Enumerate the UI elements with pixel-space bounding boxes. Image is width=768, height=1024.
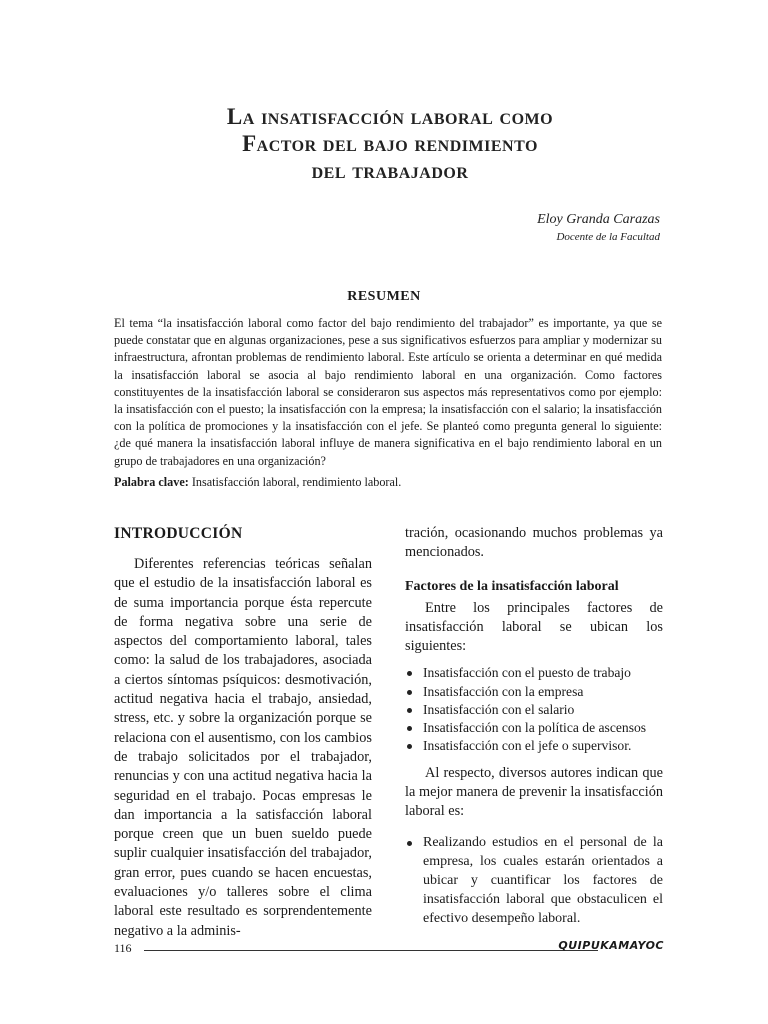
factors-heading: Factores de la insatisfacción laboral xyxy=(405,578,619,594)
intro-heading: INTRODUCCIÓN xyxy=(114,525,243,542)
list-item: Insatisfacción con el puesto de trabajo xyxy=(405,664,663,682)
bullet-icon xyxy=(407,841,412,846)
keywords-label: Palabra clave: xyxy=(114,474,189,489)
list-item: Insatisfacción con el jefe o supervisor. xyxy=(405,737,663,755)
keywords xyxy=(114,474,662,491)
article-title xyxy=(120,103,660,184)
title-line-2: Factor del bajo rendimiento xyxy=(242,131,538,156)
prevention-list xyxy=(405,833,663,928)
continuation-paragraph: tración, ocasionando muchos problemas ya mencionados. xyxy=(405,525,663,561)
factors-list xyxy=(405,664,663,755)
bullet-icon xyxy=(407,671,412,676)
journal-brand: QUIPUKAMAYOC xyxy=(558,939,664,952)
left-column xyxy=(114,520,372,941)
abstract-text: El tema “la insatisfacción laboral como factor del bajo rendimiento del trabajador” es importante, ya que se puede constatar que en algunas organizaciones, pese a sus significativos esfuerzos para ampliar y modernizar su infraestructura, afrontan problemas de rendimiento laboral. Este artículo se orienta a determinar en qué medida la insatisfacción laboral se asocia al bajo rendimiento laboral en una organización. Como factores constituyentes de la insatisfacción laboral se consideraron sus aspectos más representativos como por ejemplo: la insatisfacción con el puesto; la insatisfacción con la empresa; la insatisfacción con el salario; la insatisfacción con la política de promociones y la insatisfacción con el jefe. Se planteó como pregunta general lo siguiente: ¿de qué manera la insatisfacción laboral influye de manera significativa en el bajo rendimiento laboral en un grupo de trabajadores en una organización? xyxy=(114,316,662,468)
abstract-heading: RESUMEN xyxy=(347,289,421,304)
list-item: Insatisfacción con la política de ascensos xyxy=(405,719,663,737)
bullet-icon xyxy=(407,690,412,695)
factors-intro: Entre los principales factores de insatisfacción laboral se ubican los siguientes: xyxy=(405,599,663,655)
abstract xyxy=(114,315,662,491)
author-block xyxy=(537,212,660,243)
keywords-value: Insatisfacción laboral, rendimiento laboral. xyxy=(191,474,402,489)
bullet-icon xyxy=(407,708,412,713)
title-line-1: La insatisfacción laboral como xyxy=(226,104,554,129)
author-name: Eloy Granda Carazas xyxy=(537,212,660,227)
list-item: Insatisfacción con el salario xyxy=(405,701,663,719)
respect-paragraph: Al respecto, diversos autores indican que la mejor manera de prevenir la insatisfacción laboral es: xyxy=(405,764,663,820)
author-role: Docente de la Facultad xyxy=(556,231,660,243)
bullet-icon xyxy=(407,744,412,749)
list-item: Realizando estudios en el personal de la empresa, los cuales estarán orientados a ubicar y cuantificar los factores de insatisfacción laboral que obstaculicen el efectivo desempeño laboral. xyxy=(405,833,663,928)
intro-paragraph: Diferentes referencias teóricas señalan que el estudio de la insatisfacción laboral es de suma importancia porque ésta repercute de forma negativa sobre una serie de aspectos del comportamiento laboral, tales como: la salud de los trabajadores, asociada a ciertos síntomas psíquicos: desmotivación, actitud negativa hacia el trabajo, ansiedad, stress, etc. y sobre la organización porque se relaciona con el ausentismo, con los cambios de trabajo solicitados por el trabajador, renuncias y con una actitud negativa hacia la seguridad en el trabajo. Pocas empresas le dan importancia a la satisfacción laboral porque creen que un buen sueldo puede suplir cualquier insatisfacción del trabajador, gran error, pues cuando se hacen encuestas, evaluaciones y/o talleres sobre el clima laboral este resultado es sorprendentemente negativo a la adminis- xyxy=(114,556,372,939)
list-item: Insatisfacción con la empresa xyxy=(405,683,663,701)
right-column xyxy=(405,524,663,928)
footer-divider xyxy=(144,950,598,951)
page-footer xyxy=(114,939,664,959)
title-line-3: del trabajador xyxy=(311,158,469,183)
bullet-icon xyxy=(407,726,412,731)
page-number: 116 xyxy=(114,941,132,955)
